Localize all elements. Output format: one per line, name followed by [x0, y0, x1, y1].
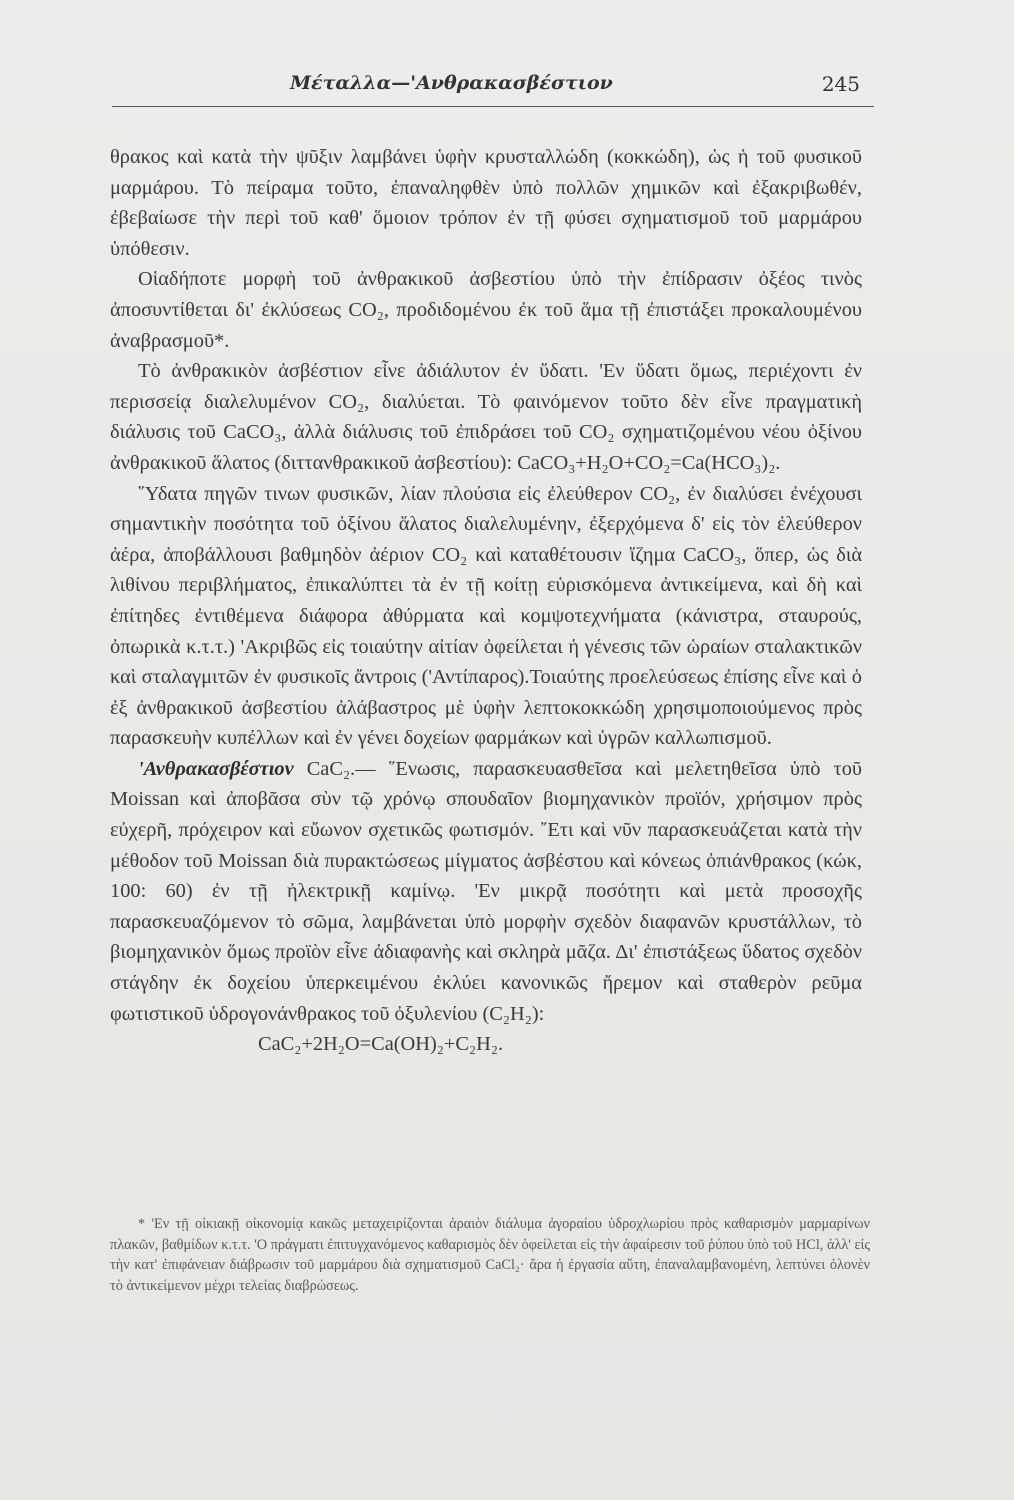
paragraph-spring-waters: ῞Υδατα πηγῶν τινων φυσικῶν, λίαν πλούσια εἰς ἐλεύθερον CO₂, ἐν διαλύσει ἐνέχουσι σημαντικὴν ποσότητα τοῦ ὀξίνου ἅλατος διαλελυμένην, ἐξερχόμενα δ' εἰς τὸν ἐλεύθερον ἀέρα, ἀποβάλλουσι βαθμηδὸν ἀέριον CO₂ καὶ καταθέτουσιν ἵζημα CaCO₃, ὅπερ, ὡς διὰ λιθίνου περιβλήματος, ἐπικαλύπτει τὰ ἐν τῇ κοίτῃ εὑρισκόμενα ἀντικείμενα, καὶ δὴ καὶ ἐπίτηδες ἐντιθέμενα διάφορα ἀθύρματα καὶ κομψοτεχνήματα (κάνιστρα, σταυρούς, ὀπωρικὰ κ.τ.τ.) 'Ακριβῶς εἰς τοιαύτην αἰτίαν ὀφείλεται ἡ γένεσις τῶν ὡραίων σταλακτικῶν καὶ σταλαγμιτῶν ἐν φυσικοῖς ἄντροις ('Αντίπαρος).Τοιαύτης προελεύσεως ἐπίσης εἶνε καὶ ὁ ἐξ ἀνθρακικοῦ ἀσβεστίου ἀλάβαστρος μὲ ὑφὴν λεπτοκοκκώδη χρησιμοποιούμενος πρὸς παρασκευὴν κυπέλλων καὶ ἐν γένει δοχείων φαρμάκων καὶ ὑγρῶν καλλωπισμοῦ.: [110, 482, 862, 750]
page-number: 245: [821, 72, 860, 96]
paragraph-acid-decomposition: Οἱαδήποτε μορφὴ τοῦ ἀνθρακικοῦ ἀσβεστίου ὑπὸ τὴν ἐπίδρασιν ὀξέος τινὸς ἀποσυντίθεται δι' ἐκλύσεως CO₂, προδιδομένου ἐκ τοῦ ἅμα τῇ ἐπιστάξει προκαλουμένου ἀναβρασμοῦ*.: [110, 268, 862, 352]
running-head: Μέταλλα—'Ανθρακασβέστιον: [290, 72, 613, 94]
footnote-area: [110, 1214, 870, 1296]
body-text: [110, 142, 862, 1060]
chemical-equation: CaC₂+2H₂O=Ca(OH)₂+C₂H₂.: [258, 1033, 504, 1056]
paragraph-solubility: Τὸ ἀνθρακικὸν ἀσβέστιον εἶνε ἀδιάλυτον ἐν ὕδατι. 'Εν ὕδατι ὅμως, περιέχοντι ἐν περισσείᾳ διαλελυμένον CO₂, διαλύεται. Τὸ φαινόμενον τοῦτο δὲν εἶνε πραγματικὴ διάλυσις τοῦ CaCO₃, ἀλλὰ διάλυσις τοῦ ἐπιδράσει τοῦ CO₂ σχηματιζομένου νέου ὀξίνου ἀνθρακικοῦ ἅλατος (διττανθρακικοῦ ἀσβεστίου): CaCO₃+H₂O+CO₂=Ca(HCO₃)₂.: [110, 360, 862, 474]
page-header: [112, 70, 874, 107]
footnote: * 'Εν τῇ οἰκιακῇ οἰκονομίᾳ κακῶς μεταχειρίζονται ἀραιὸν διάλυμα ἀγοραίου ὑδροχλωρίου πρὸς καθαρισμὸν μαρμαρίνων πλακῶν, βαθμίδων κ.τ.τ. 'Ο πράγματι ἐπιτυγχανόμενος καθαρισμὸς δὲν ὀφείλεται εἰς τὴν ἀφαίρεσιν τοῦ ῥύπου ὑπὸ τοῦ HCl, ἀλλ' εἰς τὴν κατ' ἐπιφάνειαν διάβρωσιν τοῦ μαρμάρου διὰ σχηματισμοῦ CaCl₂· ἄρα ἡ ἐργασία αὕτη, ἐπαναλαμβανομένη, λεπτύνει ὀλονὲν τὸ ἀντικείμενον μέχρι τελείας διαβρώσεως.: [110, 1216, 870, 1294]
paragraph-calcium-carbide: [110, 754, 862, 1029]
section-text: CaC₂.— ῞Ενωσις, παρασκευασθεῖσα καὶ μελετηθεῖσα ὑπὸ τοῦ Moissan καὶ ἀποβᾶσα σὺν τῷ χρόνῳ σπουδαῖον βιομηχανικὸν προϊόν, χρήσιμον πρὸς εὐχερῆ, πρόχειρον καὶ εὔωνον σχετικῶς φωτισμόν. ῎Ετι καὶ νῦν παρασκευάζεται κατὰ τὴν μέθοδον τοῦ Moissan διὰ πυρακτώσεως μίγματος ἀσβέστου καὶ κόνεως ὀπιάνθρακος (κώκ, 100: 60) ἐν τῇ ἠλεκτρικῇ καμίνῳ. 'Εν μικρᾷ ποσότητι καὶ μετὰ προσοχῆς παρασκευαζόμενον τὸ σῶμα, λαμβάνεται ὑπὸ μορφὴν σχεδὸν διαφανῶν κρυστάλλων, τὸ βιομηχανικὸν ὅμως προϊὸν εἶνε ἀδιαφανὴς καὶ σκληρὰ μᾶζα. Δι' ἐπιστάξεως ὕδατος σχεδὸν στάγδην ἐκ δοχείου ὑπερκειμένου ἐκλύει κανονικῶς ἤρεμον καὶ σταθερὸν ρεῦμα φωτιστικοῦ ὑδρογονάνθρακος τοῦ ὀξυλενίου (C₂H₂):: [110, 757, 862, 1025]
paragraph-continuation: θρακος καὶ κατὰ τὴν ψῦξιν λαμβάνει ὑφὴν κρυσταλλώδη (κοκκώδη), ὡς ἡ τοῦ φυσικοῦ μαρμάρου. Τὸ πείραμα τοῦτο, ἐπαναληφθὲν ὑπὸ πολλῶν χημικῶν καὶ ἐξακριβωθέν, ἐβεβαίωσε τὴν περὶ τοῦ καθ' ὅμοιον τρόπον ἐν τῇ φύσει σχηματισμοῦ τοῦ μαρμάρου ὑπόθεσιν.: [110, 146, 862, 260]
section-title: 'Ανθρακασβέστιον: [138, 757, 294, 780]
